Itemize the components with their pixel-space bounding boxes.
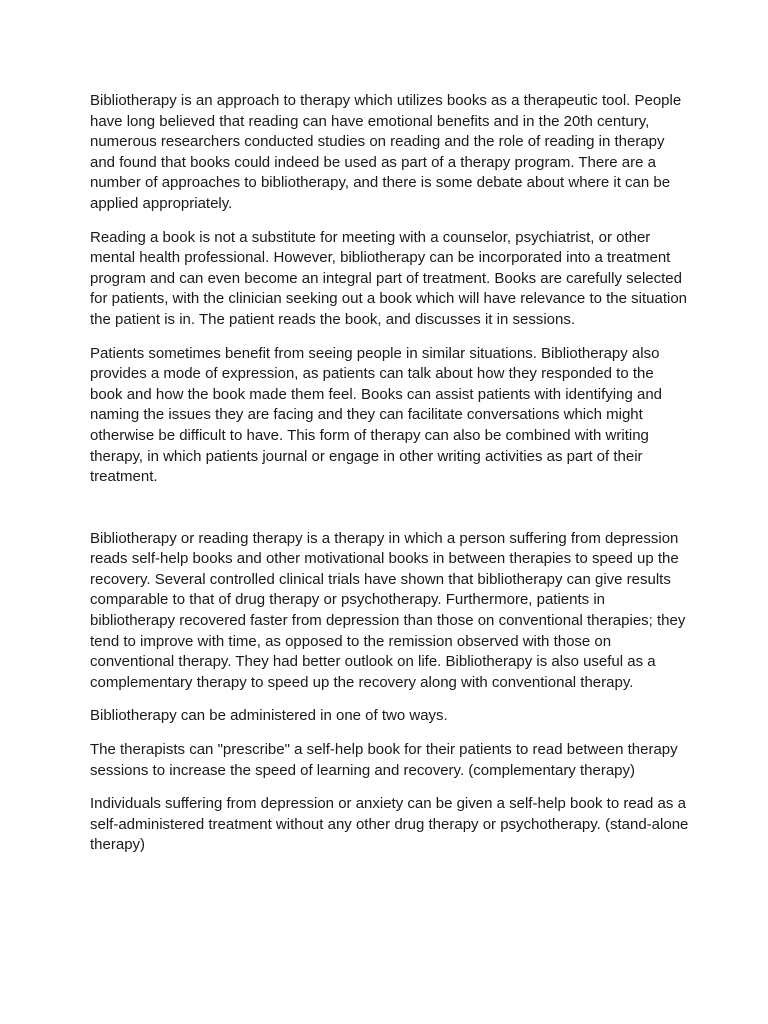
- document-page: [90, 91, 690, 869]
- paragraph-reading-therapy: Bibliotherapy or reading therapy is a therapy in which a person suffering from depression reads self-help books and other motivational books in between therapies to speed up the recovery. Several controlled clinical trials have shown that bibliotherapy can give results comparable to that of drug therapy or psychotherapy. Furthermore, patients in bibliotherapy recovered faster from depression than those on conventional therapies; they tend to improve with time, as opposed to the remission observed with those on conventional therapy. They had better outlook on life. Bibliotherapy is also useful as a complementary therapy to speed up the recovery along with conventional therapy.: [90, 529, 686, 691]
- section-gap: [90, 501, 690, 529]
- paragraph-complementary: The therapists can "prescribe" a self-help book for their patients to read between therapy sessions to increase the speed of learning and recovery. (complementary therapy): [90, 741, 678, 779]
- paragraph-similar-situations: Patients sometimes benefit from seeing people in similar situations. Bibliotherapy also provides a mode of expression, as patients can talk about how they responded to the book and how the book made them feel. Books can assist patients with identifying and naming the issues they are facing and they can facilitate conversations which might otherwise be difficult to have. This form of therapy can also be combined with writing therapy, in which patients journal or engage in other writing activities as part of their treatment.: [90, 344, 663, 486]
- paragraph-bibliotherapy-intro: Bibliotherapy is an approach to therapy which utilizes books as a therapeutic tool. People have long believed that reading can have emotional benefits and in the 20th century, numerous researchers conducted studies on reading and the role of reading in therapy and found that books could indeed be used as part of a therapy program. There are a number of approaches to bibliotherapy, and there is some debate about where it can be applied appropriately.: [90, 92, 682, 212]
- paragraph-not-substitute: Reading a book is not a substitute for meeting with a counselor, psychiatrist, or other mental health professional. However, bibliotherapy can be incorporated into a treatment program and can even become an integral part of treatment. Books are carefully selected for patients, with the clinician seeking out a book which will have relevance to the situation the patient is in. The patient reads the book, and discusses it in sessions.: [90, 228, 688, 328]
- paragraph-stand-alone: Individuals suffering from depression or anxiety can be given a self-help book to read as a self-administered treatment without any other drug therapy or psychotherapy. (stand-alone therapy): [90, 795, 689, 854]
- paragraph-two-ways: Bibliotherapy can be administered in one of two ways.: [90, 707, 448, 725]
